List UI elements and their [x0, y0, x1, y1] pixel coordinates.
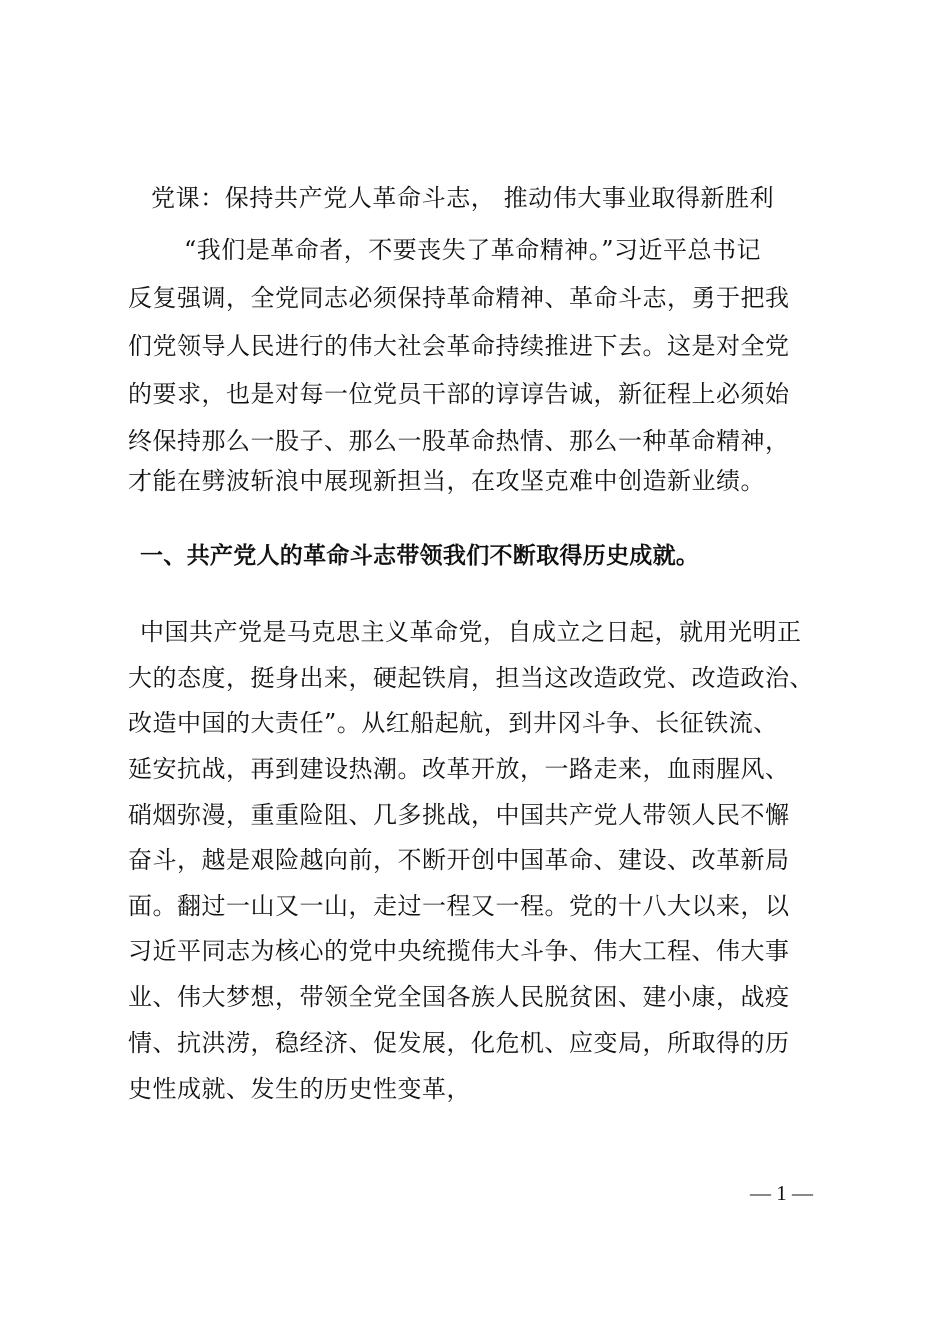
document-title: 党课：保持共产党人革命斗志， 推动伟大事业取得新胜利: [151, 184, 775, 212]
body-line: 奋斗，越是艰险越向前，不断开创中国革命、建设、改革新局: [128, 846, 790, 874]
intro-line: 才能在劈波斩浪中展现新担当，在攻坚克难中创造新业绩。: [128, 467, 765, 495]
intro-line: 终保持那么一股子、那么一股革命热情、那么一种革命精神，: [128, 427, 790, 455]
body-line: 史性成就、发生的历史性变革，: [128, 1075, 471, 1103]
body-line: 延安抗战，再到建设热潮。改革开放，一路走来，血雨腥风、: [128, 755, 790, 783]
intro-line: 反复强调，全党同志必须保持革命精神、革命斗志，勇于把我: [128, 284, 790, 312]
body-line: 硝烟弥漫，重重险阻、几多挑战，中国共产党人带领人民不懈: [128, 801, 790, 829]
page-number: — 1 —: [750, 1181, 813, 1205]
body-line: 情、抗洪涝，稳经济、促发展，化危机、应变局，所取得的历: [128, 1029, 790, 1057]
intro-line: 们党领导人民进行的伟大社会革命持续推进下去。这是对全党: [128, 332, 790, 360]
body-line: 习近平同志为核心的党中央统揽伟大斗争、伟大工程、伟大事: [128, 937, 790, 965]
body-line: 大的态度，挺身出来，硬起铁肩，担当这改造政党、改造政治、: [128, 664, 814, 692]
body-line: 中国共产党是马克思主义革命党，自成立之日起，就用光明正: [140, 618, 802, 646]
body-line: 改造中国的大责任”。从红船起航，到井冈斗争、长征铁流、: [128, 709, 778, 737]
intro-line: 的要求，也是对每一位党员干部的谆谆告诚，新征程上必须始: [128, 380, 790, 408]
intro-line: “我们是革命者，不要丧失了革命精神。”习近平总书记: [184, 236, 762, 264]
body-line: 业、伟大梦想，带领全党全国各族人民脱贫困、建小康，战疫: [128, 983, 790, 1011]
body-line: 面。翻过一山又一山，走过一程又一程。党的十八大以来，以: [128, 892, 790, 920]
section-heading: 一、共产党人的革命斗志带领我们不断取得历史成就。: [140, 543, 700, 569]
